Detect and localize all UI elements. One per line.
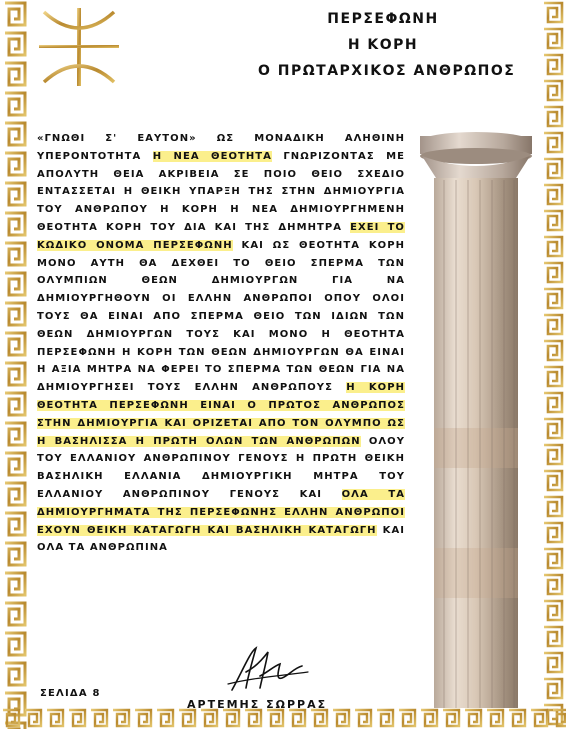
highlighted-text-segment: Η ΝΕΑ ΘΕΟΤΗΤΑ <box>152 150 272 162</box>
greek-key-border-left <box>0 0 30 729</box>
greek-column-image <box>416 128 536 713</box>
handwritten-signature <box>222 642 312 698</box>
title-line-2: Η ΚΟΡΗ <box>347 37 419 53</box>
highlighted-text-segment: ΕΧΕΙ ΤΟ ΚΩΔΙΚΟ ΟΝΟΜΑ ΠΕΡΣΕΦΩΝΗ <box>37 221 405 251</box>
title-line-1: ΠΕΡΣΕΦΩΝΗ <box>327 11 439 27</box>
highlighted-text-segment: ΟΛΑ ΤΑ ΔΗΜΙΟΥΡΓΗΜΑΤΑ ΤΗΣ ΠΕΡΣΕΦΩΝΗΣ ΕΛΛΗΝ ΑΝΘΡΩΠΟΙ ΕΧΟΥΝ ΘΕΙΚΗ ΚΑΤΑΓΩΓΗ ΚΑΙ ΒΑΣΗΛΙΚΗ ΚΑΤΑΓΩΓΗ <box>37 488 405 536</box>
greek-key-border-right <box>540 0 566 729</box>
gold-emblem-logo <box>36 4 122 90</box>
page-number: ΣΕΛΙΔΑ 8 <box>40 688 101 699</box>
title-block <box>258 6 516 84</box>
highlighted-text-segment: Η ΚΟΡΗ ΘΕΟΤΗΤΑ ΠΕΡΣΕΦΩΝΗ ΕΙΝΑΙ Ο ΠΡΩΤΟΣ ΑΝΘΡΩΠΟΣ ΣΤΗΝ ΔΗΜΙΟΥΡΓΙΑ ΚΑΙ ΟΡΙΖΕΤΑΙ ΑΠΟ ΤΟΝ ΟΛΥΜΠΟ ΩΣ Η ΒΑΣΗΛΙΣΣΑ Η ΠΡΩΤΗ ΟΛΩΝ ΤΩΝ ΑΝΘΡΩΠΩΝ <box>37 382 405 447</box>
text-segment: «ΓΝΩΘΙ Σ' ΕΑΥΤΟΝ» ΩΣ ΜΟΝΑΔΙΚΗ ΑΛΗΘΙΝΗ ΥΠΕΡΟΝΤΟΤΗΤΑ <box>37 133 405 162</box>
title-line-3: Ο ΠΡΩΤΑΡΧΙΚΟΣ ΑΝΘΡΩΠΟΣ <box>258 63 516 79</box>
text-segment: ΓΝΩΡΙΖΟΝΤΑΣ ΜΕ ΑΠΟΛΥΤΗ ΘΕΙΑ ΑΚΡΙΒΕΙΑ ΣΕ ΠΟΙΟ ΘΕΙΟ ΣΧΕΔΙΟ ΕΝΤΑΣΣΕΤΑΙ Η ΘΕΙΚΗ ΥΠΑΡΞΗ ΤΗΣ ΣΤΗΝ ΔΗΜΙΟΥΡΓΙΑ ΤΟΥ ΑΝΘΡΩΠΟΥ Η ΚΟΡΗ Η ΝΕΑ ΔΗΜΙΟΥΡΓΗΜΕΝΗ ΘΕΟΤΗΤΑ ΚΟΡΗ ΤΟΥ ΔΙΑ ΚΑΙ ΤΗΣ ΔΗΜΗΤΡΑ <box>37 150 405 233</box>
text-segment: ΟΛΟΥ ΤΟΥ ΕΛΛΑΝΙΟΥ ΑΝΘΡΩΠΙΝΟΥ ΓΕΝΟΥΣ Η ΠΡΩΤΗ ΘΕΙΚΗ ΒΑΣΗΛΙΚΗ ΕΛΛΑΝΙΑ ΔΗΜΙΟΥΡΓΙΚΗ ΜΗΤΡΑ ΤΟΥ ΕΛΛΑΝΙΟΥ ΑΝΘΡΩΠΙΝΟΥ ΓΕΝΟΥΣ ΚΑΙ <box>37 435 405 500</box>
body-paragraph <box>37 130 405 557</box>
author-name: ΑΡΤΕΜΗΣ ΣΩΡΡΑΣ <box>187 698 328 711</box>
text-segment: ΚΑΙ ΩΣ ΘΕΟΤΗΤΑ ΚΟΡΗ ΜΟΝΟ ΑΥΤΗ ΘΑ ΔΕΧΘΕΙ ΤΟ ΘΕΙΟ ΣΠΕΡΜΑ ΤΩΝ ΟΛΥΜΠΙΩΝ ΘΕΩΝ ΔΗΜΙΟΥΡΓΩΝ ΓΙΑ ΝΑ ΔΗΜΙΟΥΡΓΗΘΟΥΝ ΟΙ ΕΛΛΗΝ ΑΝΘΡΩΠΟΙ ΟΠΟΥ ΟΛΟΙ ΤΟΥΣ ΘΑ ΕΙΝΑΙ ΑΠΟ ΣΠΕΡΜΑ ΘΕΙΟ ΤΩΝ ΙΔΙΩΝ ΤΩΝ ΘΕΩΝ ΔΗΜΙΟΥΡΓΩΝ ΤΟΥΣ ΚΑΙ ΜΟΝΟ Η ΘΕΟΤΗΤΑ ΠΕΡΣΕΦΩΝΗ Η ΚΟΡΗ ΤΩΝ ΘΕΩΝ ΔΗΜΙΟΥΡΓΩΝ ΘΑ ΕΙΝΑΙ Η ΑΞΙΑ ΜΗΤΡΑ ΝΑ ΦΕΡΕΙ ΤΟ ΣΠΕΡΜΑ ΤΩΝ ΘΕΩΝ ΓΙΑ ΝΑ ΔΗΜΙΟΥΡΓΗΣΕΙ ΤΟΥΣ ΕΛΛΗΝ ΑΝΘΡΩΠΟΥΣ <box>37 239 405 394</box>
text-segment: ΚΑΙ ΟΛΑ ΤΑ ΑΝΘΡΩΠΙΝΑ <box>37 524 405 554</box>
